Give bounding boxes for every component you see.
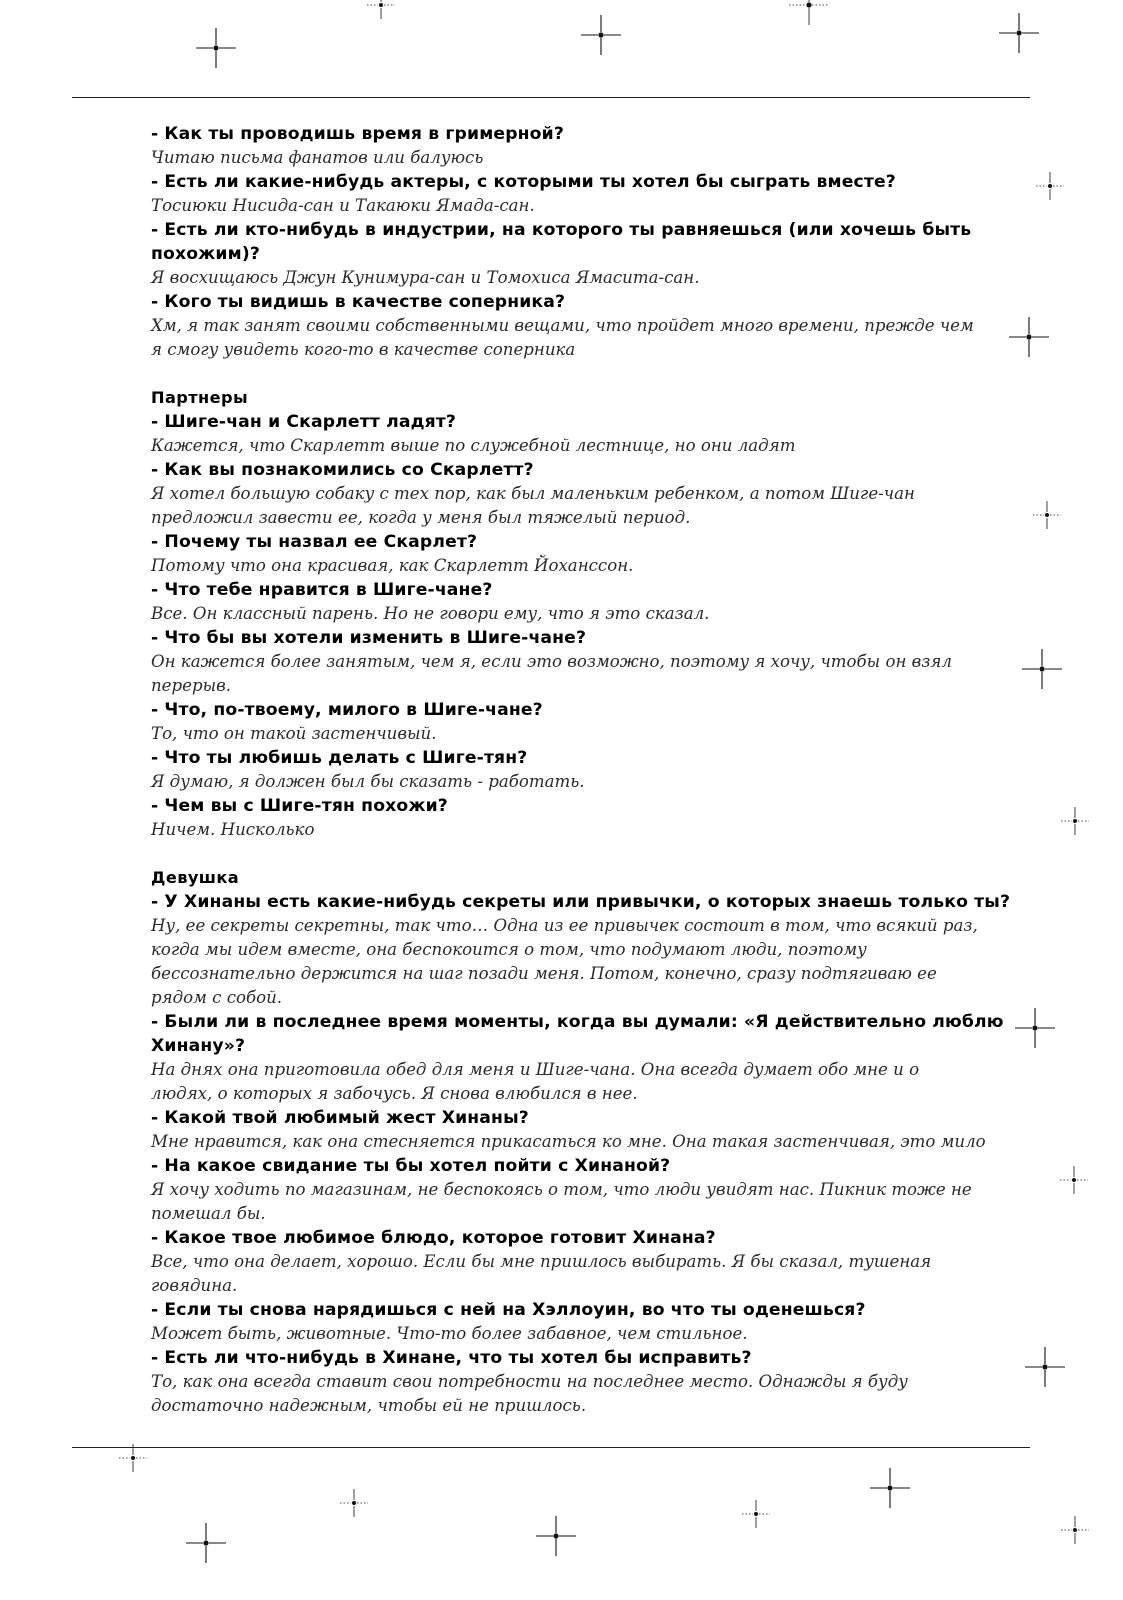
section xyxy=(151,122,1051,362)
section xyxy=(151,362,1051,842)
qa-pair xyxy=(151,1154,1051,1226)
qa-pair xyxy=(151,746,1051,794)
question-line: - Что бы вы хотели изменить в Шиге-чане? xyxy=(151,628,587,648)
question-line: - Что тебе нравится в Шиге-чане? xyxy=(151,580,493,600)
qa-pair xyxy=(151,530,1051,578)
answer-line: Ничем. Нисколько xyxy=(151,820,315,839)
answer-line: Я хотел большую собаку с тех пор, как был маленьким ребенком, а потом Шиге-чан xyxy=(151,484,915,503)
question-line: - Были ли в последнее время моменты, когда вы думали: «Я действительно люблю xyxy=(151,1012,1004,1032)
answer-line: Читаю письма фанатов или балуюсь xyxy=(151,148,484,167)
answer-line: То, как она всегда ставит свои потребности на последнее место. Однажды я буду xyxy=(151,1372,908,1391)
question-line: - На какое свидание ты бы хотел пойти с Хинаной? xyxy=(151,1156,671,1176)
answer-line: я смогу увидеть кого-то в качестве соперника xyxy=(151,340,576,359)
question-line: - У Хинаны есть какие-нибудь секреты или привычки, о которых знаешь только ты? xyxy=(151,892,1011,912)
answer-line: людях, о которых я забочусь. Я снова влюбился в нее. xyxy=(151,1084,638,1103)
answer-line: Может быть, животные. Что-то более забавное, чем стильное. xyxy=(151,1324,748,1343)
question-line: - Есть ли какие-нибудь актеры, с которыми ты хотел бы сыграть вместе? xyxy=(151,172,896,192)
question-line: - Есть ли что-нибудь в Хинане, что ты хотел бы исправить? xyxy=(151,1348,752,1368)
answer-line: говядина. xyxy=(151,1276,238,1295)
qa-pair xyxy=(151,1298,1051,1346)
qa-pair xyxy=(151,698,1051,746)
answer-line: когда мы идем вместе, она беспокоится о том, что подумают люди, поэтому xyxy=(151,940,867,959)
answer-line: помешал бы. xyxy=(151,1204,266,1223)
interview-text xyxy=(151,122,1051,1418)
question-line: похожим)? xyxy=(151,244,260,264)
question-line: - Чем вы с Шиге-тян похожи? xyxy=(151,796,448,816)
question-line: - Что ты любишь делать с Шиге-тян? xyxy=(151,748,528,768)
qa-pair xyxy=(151,170,1051,218)
question-line: - Есть ли кто-нибудь в индустрии, на которого ты равняешься (или хочешь быть xyxy=(151,220,972,240)
question-line: - Если ты снова нарядишься с ней на Хэллоуин, во что ты оденешься? xyxy=(151,1300,866,1320)
bottom-rule xyxy=(72,1447,1030,1448)
question-line: - Какое твое любимое блюдо, которое готовит Хинана? xyxy=(151,1228,716,1248)
qa-pair xyxy=(151,218,1051,290)
answer-line: На днях она приготовила обед для меня и Шиге-чана. Она всегда думает обо мне и о xyxy=(151,1060,920,1079)
qa-pair xyxy=(151,1010,1051,1106)
answer-line: Хм, я так занят своими собственными вещами, что пройдет много времени, прежде чем xyxy=(151,316,974,335)
answer-line: Тосиюки Нисида-сан и Такаюки Ямада-сан. xyxy=(151,196,535,215)
answer-line: Мне нравится, как она стесняется прикасаться ко мне. Она такая застенчивая, это мило xyxy=(151,1132,986,1151)
question-line: - Как вы познакомились со Скарлетт? xyxy=(151,460,534,480)
answer-line: Я восхищаюсь Джун Кунимура-сан и Томохиса Ямасита-сан. xyxy=(151,268,700,287)
qa-pair xyxy=(151,578,1051,626)
question-line: - Что, по-твоему, милого в Шиге-чане? xyxy=(151,700,543,720)
question-line: - Почему ты назвал ее Скарлет? xyxy=(151,532,478,552)
answer-line: Все. Он классный парень. Но не говори ему, что я это сказал. xyxy=(151,604,710,623)
section-spacer xyxy=(151,362,1051,386)
answer-line: То, что он такой застенчивый. xyxy=(151,724,437,743)
answer-line: рядом с собой. xyxy=(151,988,283,1007)
answer-line: Он кажется более занятым, чем я, если это возможно, поэтому я хочу, чтобы он взял xyxy=(151,652,952,671)
section-heading: Партнеры xyxy=(151,388,249,407)
answer-line: Потому что она красивая, как Скарлетт Йоханссон. xyxy=(151,556,634,575)
section-heading: Девушка xyxy=(151,868,240,887)
question-line: - Кого ты видишь в качестве соперника? xyxy=(151,292,566,312)
answer-line: Кажется, что Скарлетт выше по служебной лестнице, но они ладят xyxy=(151,436,796,455)
qa-pair xyxy=(151,890,1051,1010)
top-rule xyxy=(72,97,1030,98)
answer-line: Я думаю, я должен был бы сказать - работать. xyxy=(151,772,585,791)
qa-pair xyxy=(151,290,1051,362)
answer-line: достаточно надежным, чтобы ей не пришлось. xyxy=(151,1396,587,1415)
answer-line: предложил завести ее, когда у меня был тяжелый период. xyxy=(151,508,691,527)
answer-line: перерыв. xyxy=(151,676,232,695)
qa-pair xyxy=(151,1346,1051,1418)
qa-pair xyxy=(151,122,1051,170)
qa-pair xyxy=(151,794,1051,842)
answer-line: Я хочу ходить по магазинам, не беспокоясь о том, что люди увидят нас. Пикник тоже не xyxy=(151,1180,972,1199)
question-line: - Шиге-чан и Скарлетт ладят? xyxy=(151,412,457,432)
answer-line: бессознательно держится на шаг позади меня. Потом, конечно, сразу подтягиваю ее xyxy=(151,964,937,983)
section xyxy=(151,842,1051,1418)
qa-pair xyxy=(151,626,1051,698)
question-line: - Как ты проводишь время в гримерной? xyxy=(151,124,564,144)
answer-line: Ну, ее секреты секретны, так что… Одна из ее привычек состоит в том, что всякий раз, xyxy=(151,916,978,935)
qa-pair xyxy=(151,410,1051,458)
qa-pair xyxy=(151,458,1051,530)
qa-pair xyxy=(151,1226,1051,1298)
answer-line: Все, что она делает, хорошо. Если бы мне пришлось выбирать. Я бы сказал, тушеная xyxy=(151,1252,932,1271)
qa-pair xyxy=(151,1106,1051,1154)
question-line: - Какой твой любимый жест Хинаны? xyxy=(151,1108,529,1128)
question-line: Хинану»? xyxy=(151,1036,246,1056)
section-spacer xyxy=(151,842,1051,866)
